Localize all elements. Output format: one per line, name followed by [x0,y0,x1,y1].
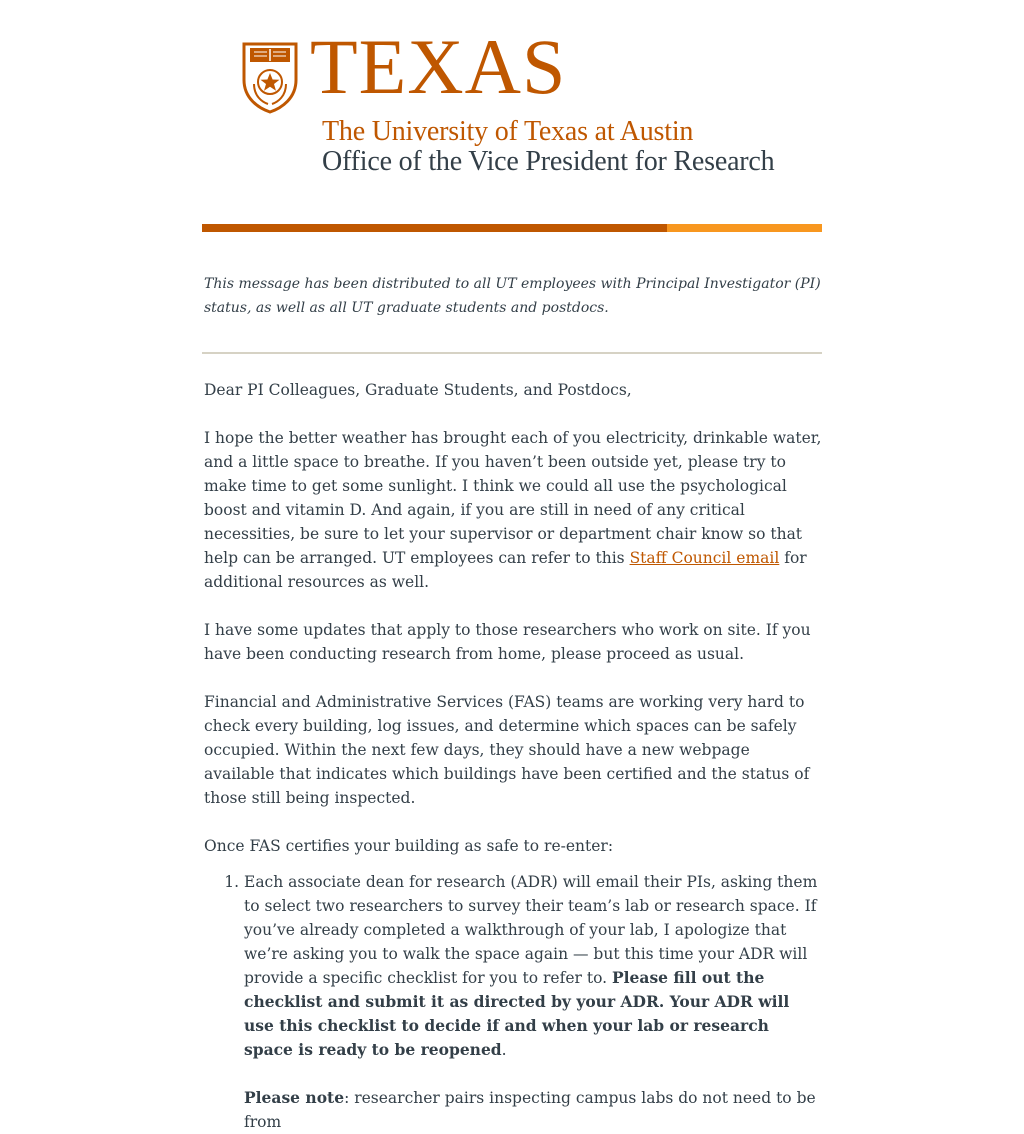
paragraph-weather [204,426,822,594]
university-name: The University of Texas at Austin [322,116,694,147]
please-note-text: : researcher pairs inspecting campus labs do not need to be from [244,1089,816,1131]
paragraph-once-certified: Once FAS certifies your building as safe to re-enter: [204,837,614,855]
divider [202,352,822,354]
staff-council-email-link[interactable]: Staff Council email [629,549,780,567]
greeting: Dear PI Colleagues, Graduate Students, and Postdocs, [204,381,632,399]
bar-light-orange [667,224,822,232]
header-color-bar [202,224,822,232]
email-body [204,378,822,1134]
list-item-bold: Please fill out the checklist and submit it as directed by your ADR. Your ADR will use this checklist to decide if and when your lab or research space is ready to be reopened [244,968,790,1059]
paragraph-fas: Financial and Administrative Services (FAS) teams are working very hard to check every building, log issues, and determine which spaces can be safely occupied. Within the next few days, they should have a new webpage available that indicates which buildings have been certified and the status of those still being inspected. [204,693,810,807]
distribution-note: This message has been distributed to all UT employees with Principal Investigator (PI) status, as well as all UT graduate students and postdocs. [204,276,821,316]
paragraph-updates: I have some updates that apply to those researchers who work on site. If you have been conducting research from home, please proceed as usual. [204,621,811,663]
paragraph-weather-text: I hope the better weather has brought each of you electricity, drinkable water, and a little space to breathe. If you haven’t been outside yet, please try to make time to get some sunlight. I think we could all use the psychological boost and vitamin D. And again, if you are still in need of any critical necessities, be sure to let your supervisor or department chair know so that help can be arranged. UT employees can refer to this [204,429,822,567]
list-item-end: . [501,1041,507,1059]
email-container [202,0,822,1134]
list-item [244,870,822,1134]
list-item-text: Each associate dean for research (ADR) will email their PIs, asking them to select two researchers to survey their team’s lab or research space. If you’ve already completed a walkthrough of your lab, I apologize that we’re asking you to walk the space again — but this time your ADR will provide a specific checklist for you to refer to. [244,873,818,987]
steps-list [204,870,822,1134]
paragraph-weather-end: for additional resources as well. [204,549,807,591]
ut-shield-icon [240,40,300,114]
please-note-label: Please note [244,1088,345,1107]
texas-wordmark: TEXAS [310,23,567,110]
email-header [202,0,822,224]
please-note [244,1086,822,1134]
bar-burnt-orange [202,224,667,232]
office-name: Office of the Vice President for Research [322,146,775,177]
